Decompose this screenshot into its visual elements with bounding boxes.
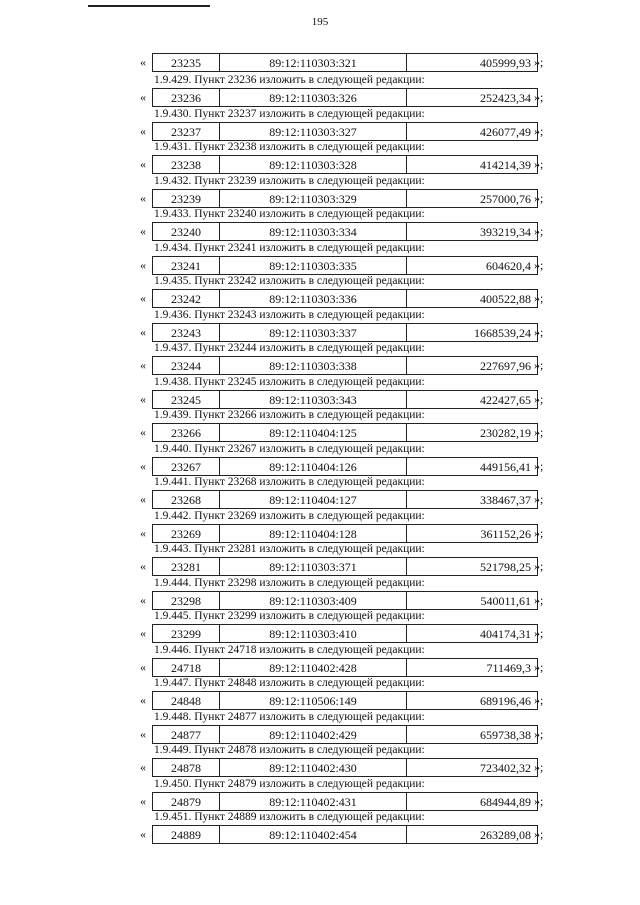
item-number-cell: 23242 bbox=[153, 290, 220, 307]
table-cells bbox=[152, 53, 538, 72]
table-row bbox=[140, 824, 560, 844]
table-row bbox=[140, 255, 560, 275]
item-number-cell: 24878 bbox=[153, 759, 220, 776]
amendment-entry bbox=[140, 577, 560, 611]
table-cells bbox=[152, 557, 538, 576]
closing-quote: »; bbox=[534, 559, 544, 573]
amendment-instruction: 1.9.432. Пункт 23239 изложить в следующей редакции: bbox=[154, 174, 425, 187]
item-number-cell: 23243 bbox=[153, 324, 220, 341]
opening-quote: « bbox=[140, 425, 146, 439]
opening-quote: « bbox=[140, 123, 146, 138]
table-row bbox=[140, 422, 560, 442]
cadastral-value-cell: 338467,37 bbox=[480, 493, 531, 507]
closing-quote: »; bbox=[534, 425, 544, 439]
opening-quote: « bbox=[140, 324, 146, 339]
item-number-cell: 23269 bbox=[153, 525, 220, 542]
opening-quote: « bbox=[140, 492, 146, 506]
table-row bbox=[140, 791, 560, 811]
table-cells bbox=[152, 323, 538, 342]
cadastral-number-cell: 89:12:110303:329 bbox=[220, 190, 407, 207]
table-cells bbox=[152, 155, 538, 174]
table-row bbox=[140, 154, 560, 174]
item-number-cell: 23240 bbox=[153, 223, 220, 240]
amendment-entry bbox=[140, 242, 560, 276]
cadastral-value-cell: 227697,96 bbox=[480, 359, 531, 373]
table-cells bbox=[152, 222, 538, 241]
cadastral-value-cell: 263289,08 bbox=[480, 828, 531, 842]
table-cells bbox=[152, 524, 538, 543]
cadastral-number-cell: 89:12:110303:327 bbox=[220, 123, 407, 140]
cadastral-number-cell: 89:12:110303:321 bbox=[220, 54, 407, 71]
amendment-instruction: 1.9.447. Пункт 24848 изложить в следующей редакции: bbox=[154, 677, 425, 689]
amendment-entry bbox=[140, 342, 560, 376]
opening-quote: « bbox=[140, 55, 146, 69]
item-number-cell: 23298 bbox=[153, 592, 220, 609]
amendment-instruction: 1.9.435. Пункт 23242 изложить в следующей редакции: bbox=[154, 275, 425, 287]
table-row bbox=[140, 523, 560, 543]
closing-quote: »; bbox=[534, 525, 544, 540]
opening-quote: « bbox=[140, 358, 146, 372]
cadastral-value-cell: 1668539,24 bbox=[474, 325, 531, 340]
cadastral-value-cell: 659738,38 bbox=[480, 727, 531, 742]
cadastral-number-cell: 89:12:110404:128 bbox=[220, 525, 407, 542]
closing-quote: »; bbox=[534, 492, 544, 506]
cadastral-value-cell: 449156,41 bbox=[480, 459, 531, 474]
cadastral-value-cell: 405999,93 bbox=[480, 56, 531, 70]
opening-quote: « bbox=[140, 157, 146, 171]
closing-quote: »; bbox=[534, 626, 544, 640]
cadastral-number-cell: 89:12:110506:149 bbox=[220, 692, 407, 709]
cadastral-number-cell: 89:12:110404:126 bbox=[220, 458, 407, 475]
table-row bbox=[140, 121, 560, 141]
amendment-entry bbox=[140, 510, 560, 544]
table-row bbox=[140, 556, 560, 576]
cadastral-number-cell: 89:12:110303:326 bbox=[220, 89, 407, 106]
amendment-entry bbox=[140, 443, 560, 477]
header-rule bbox=[88, 5, 210, 7]
amendment-instruction: 1.9.445. Пункт 23299 изложить в следующей редакции: bbox=[154, 610, 425, 622]
closing-quote: »; bbox=[534, 592, 544, 607]
table-row bbox=[140, 87, 560, 107]
amendment-entry bbox=[140, 744, 560, 778]
table-cells bbox=[152, 88, 538, 107]
amendment-entry bbox=[140, 543, 560, 577]
opening-quote: « bbox=[140, 291, 146, 305]
opening-quote: « bbox=[140, 693, 146, 707]
cadastral-value-cell: 361152,26 bbox=[480, 526, 531, 541]
table-cells bbox=[152, 356, 538, 375]
cadastral-number-cell: 89:12:110402:454 bbox=[220, 826, 407, 843]
amendment-entry bbox=[140, 74, 560, 108]
amendment-entry bbox=[140, 275, 560, 309]
table-row bbox=[140, 690, 560, 710]
opening-quote: « bbox=[140, 592, 146, 607]
amendment-instruction: 1.9.442. Пункт 23269 изложить в следующей редакции: bbox=[154, 509, 425, 522]
cadastral-value-cell: 230282,19 bbox=[480, 426, 531, 440]
amendment-entry bbox=[140, 309, 560, 343]
item-number-cell: 24889 bbox=[153, 826, 220, 843]
amendment-instruction: 1.9.437. Пункт 23244 изложить в следующей редакции: bbox=[154, 342, 425, 354]
cadastral-value-cell: 689196,46 bbox=[480, 694, 531, 708]
closing-quote: »; bbox=[534, 827, 544, 841]
table-cells bbox=[152, 256, 538, 275]
page-number: 195 bbox=[311, 16, 329, 28]
item-number-cell: 24879 bbox=[153, 793, 220, 810]
item-number-cell: 24718 bbox=[153, 659, 220, 676]
amendment-instruction: 1.9.438. Пункт 23245 изложить в следующей редакции: bbox=[154, 375, 425, 388]
cadastral-number-cell: 89:12:110303:343 bbox=[220, 391, 407, 408]
item-number-cell: 23238 bbox=[153, 156, 220, 173]
table-cells bbox=[152, 390, 538, 409]
opening-quote: « bbox=[140, 224, 146, 238]
table-row bbox=[140, 590, 560, 610]
amendment-entry bbox=[140, 711, 560, 745]
closing-quote: »; bbox=[534, 726, 544, 741]
closing-quote: »; bbox=[534, 257, 544, 272]
table-row bbox=[140, 623, 560, 643]
amendment-entry bbox=[140, 208, 560, 242]
opening-quote: « bbox=[140, 559, 146, 573]
amendment-instruction: 1.9.434. Пункт 23241 изложить в следующей редакции: bbox=[154, 241, 425, 254]
cadastral-number-cell: 89:12:110303:410 bbox=[220, 625, 407, 642]
closing-quote: »; bbox=[534, 55, 544, 69]
cadastral-value-cell: 414214,39 bbox=[480, 158, 531, 172]
amendments-list bbox=[140, 52, 560, 845]
item-number-cell: 23299 bbox=[153, 625, 220, 642]
amendment-entry bbox=[140, 52, 560, 74]
amendment-entry bbox=[140, 811, 560, 845]
table-row bbox=[140, 221, 560, 241]
cadastral-value-cell: 723402,32 bbox=[480, 761, 531, 775]
table-cells bbox=[152, 792, 538, 811]
item-number-cell: 24848 bbox=[153, 692, 220, 709]
amendment-instruction: 1.9.448. Пункт 24877 изложить в следующей редакции: bbox=[154, 710, 425, 723]
closing-quote: »; bbox=[534, 291, 544, 305]
amendment-entry bbox=[140, 677, 560, 711]
cadastral-value-cell: 393219,34 bbox=[480, 225, 531, 239]
table-cells bbox=[152, 758, 538, 777]
cadastral-number-cell: 89:12:110402:429 bbox=[220, 726, 407, 743]
amendment-instruction: 1.9.451. Пункт 24889 изложить в следующей редакции: bbox=[154, 811, 425, 823]
cadastral-number-cell: 89:12:110404:125 bbox=[220, 424, 407, 441]
closing-quote: »; bbox=[534, 224, 544, 238]
closing-quote: »; bbox=[534, 90, 544, 104]
amendment-instruction: 1.9.441. Пункт 23268 изложить в следующей редакции: bbox=[154, 476, 425, 488]
table-cells bbox=[152, 490, 538, 509]
table-row bbox=[140, 757, 560, 777]
table-row bbox=[140, 657, 560, 677]
amendment-instruction: 1.9.433. Пункт 23240 изложить в следующей редакции: bbox=[154, 208, 425, 220]
item-number-cell: 23281 bbox=[153, 558, 220, 575]
table-cells bbox=[152, 189, 538, 208]
opening-quote: « bbox=[140, 659, 146, 674]
table-row bbox=[140, 724, 560, 744]
opening-quote: « bbox=[140, 793, 146, 808]
closing-quote: »; bbox=[534, 190, 544, 205]
closing-quote: »; bbox=[534, 123, 544, 138]
item-number-cell: 23235 bbox=[153, 54, 220, 71]
item-number-cell: 24877 bbox=[153, 726, 220, 743]
amendment-entry bbox=[140, 778, 560, 812]
cadastral-value-cell: 404174,31 bbox=[480, 627, 531, 641]
cadastral-number-cell: 89:12:110303:335 bbox=[220, 257, 407, 274]
amendment-instruction: 1.9.440. Пункт 23267 изложить в следующей редакции: bbox=[154, 442, 425, 455]
table-row bbox=[140, 52, 560, 72]
amendment-instruction: 1.9.444. Пункт 23298 изложить в следующей редакции: bbox=[154, 576, 425, 589]
cadastral-value-cell: 540011,61 bbox=[480, 593, 531, 608]
table-cells bbox=[152, 122, 538, 141]
table-row bbox=[140, 389, 560, 409]
cadastral-number-cell: 89:12:110303:334 bbox=[220, 223, 407, 240]
amendment-instruction: 1.9.446. Пункт 24718 изложить в следующей редакции: bbox=[154, 643, 425, 656]
amendment-instruction: 1.9.443. Пункт 23281 изложить в следующей редакции: bbox=[154, 543, 425, 555]
table-row bbox=[140, 322, 560, 342]
opening-quote: « bbox=[140, 190, 146, 205]
cadastral-value-cell: 521798,25 bbox=[480, 560, 531, 574]
closing-quote: »; bbox=[534, 693, 544, 707]
cadastral-number-cell: 89:12:110402:431 bbox=[220, 793, 407, 810]
table-row bbox=[140, 288, 560, 308]
amendment-entry bbox=[140, 108, 560, 142]
cadastral-value-cell: 252423,34 bbox=[480, 91, 531, 105]
opening-quote: « bbox=[140, 90, 146, 104]
cadastral-number-cell: 89:12:110303:328 bbox=[220, 156, 407, 173]
cadastral-value-cell: 711469,3 bbox=[486, 660, 531, 675]
amendment-entry bbox=[140, 175, 560, 209]
closing-quote: »; bbox=[534, 458, 544, 473]
cadastral-number-cell: 89:12:110303:371 bbox=[220, 558, 407, 575]
item-number-cell: 23239 bbox=[153, 190, 220, 207]
cadastral-number-cell: 89:12:110303:337 bbox=[220, 324, 407, 341]
table-cells bbox=[152, 725, 538, 744]
table-cells bbox=[152, 591, 538, 610]
amendment-instruction: 1.9.436. Пункт 23243 изложить в следующей редакции: bbox=[154, 308, 425, 321]
cadastral-value-cell: 257000,76 bbox=[480, 191, 531, 206]
cadastral-value-cell: 400522,88 bbox=[480, 292, 531, 306]
closing-quote: »; bbox=[534, 157, 544, 171]
closing-quote: »; bbox=[534, 391, 544, 406]
item-number-cell: 23266 bbox=[153, 424, 220, 441]
amendment-instruction: 1.9.430. Пункт 23237 изложить в следующей редакции: bbox=[154, 107, 425, 120]
opening-quote: « bbox=[140, 726, 146, 741]
closing-quote: »; bbox=[534, 760, 544, 774]
opening-quote: « bbox=[140, 257, 146, 272]
opening-quote: « bbox=[140, 827, 146, 841]
opening-quote: « bbox=[140, 525, 146, 540]
table-row bbox=[140, 188, 560, 208]
amendment-instruction: 1.9.429. Пункт 23236 изложить в следующей редакции: bbox=[154, 74, 425, 86]
table-row bbox=[140, 489, 560, 509]
cadastral-number-cell: 89:12:110404:127 bbox=[220, 491, 407, 508]
table-cells bbox=[152, 457, 538, 476]
amendment-instruction: 1.9.449. Пункт 24878 изложить в следующей редакции: bbox=[154, 744, 425, 756]
cadastral-number-cell: 89:12:110402:430 bbox=[220, 759, 407, 776]
cadastral-number-cell: 89:12:110303:409 bbox=[220, 592, 407, 609]
closing-quote: »; bbox=[534, 659, 544, 674]
amendment-instruction: 1.9.450. Пункт 24879 изложить в следующей редакции: bbox=[154, 777, 425, 790]
cadastral-value-cell: 426077,49 bbox=[480, 124, 531, 139]
cadastral-value-cell: 684944,89 bbox=[480, 794, 531, 809]
table-cells bbox=[152, 624, 538, 643]
amendment-entry bbox=[140, 376, 560, 410]
table-cells bbox=[152, 825, 538, 844]
item-number-cell: 23244 bbox=[153, 357, 220, 374]
closing-quote: »; bbox=[534, 324, 544, 339]
cadastral-number-cell: 89:12:110303:338 bbox=[220, 357, 407, 374]
item-number-cell: 23236 bbox=[153, 89, 220, 106]
cadastral-value-cell: 604620,4 bbox=[486, 258, 531, 273]
amendment-entry bbox=[140, 476, 560, 510]
cadastral-value-cell: 422427,65 bbox=[480, 392, 531, 407]
closing-quote: »; bbox=[534, 358, 544, 372]
amendment-entry bbox=[140, 644, 560, 678]
opening-quote: « bbox=[140, 626, 146, 640]
amendment-entry bbox=[140, 610, 560, 644]
item-number-cell: 23245 bbox=[153, 391, 220, 408]
table-cells bbox=[152, 691, 538, 710]
table-row bbox=[140, 456, 560, 476]
table-cells bbox=[152, 289, 538, 308]
item-number-cell: 23267 bbox=[153, 458, 220, 475]
amendment-instruction: 1.9.431. Пункт 23238 изложить в следующей редакции: bbox=[154, 141, 425, 153]
table-cells bbox=[152, 423, 538, 442]
amendment-entry bbox=[140, 141, 560, 175]
cadastral-number-cell: 89:12:110303:336 bbox=[220, 290, 407, 307]
item-number-cell: 23241 bbox=[153, 257, 220, 274]
amendment-instruction: 1.9.439. Пункт 23266 изложить в следующей редакции: bbox=[154, 409, 425, 421]
opening-quote: « bbox=[140, 458, 146, 473]
opening-quote: « bbox=[140, 391, 146, 406]
amendment-entry bbox=[140, 409, 560, 443]
cadastral-number-cell: 89:12:110402:428 bbox=[220, 659, 407, 676]
item-number-cell: 23237 bbox=[153, 123, 220, 140]
table-row bbox=[140, 355, 560, 375]
table-cells bbox=[152, 658, 538, 677]
closing-quote: »; bbox=[534, 793, 544, 808]
opening-quote: « bbox=[140, 760, 146, 774]
item-number-cell: 23268 bbox=[153, 491, 220, 508]
